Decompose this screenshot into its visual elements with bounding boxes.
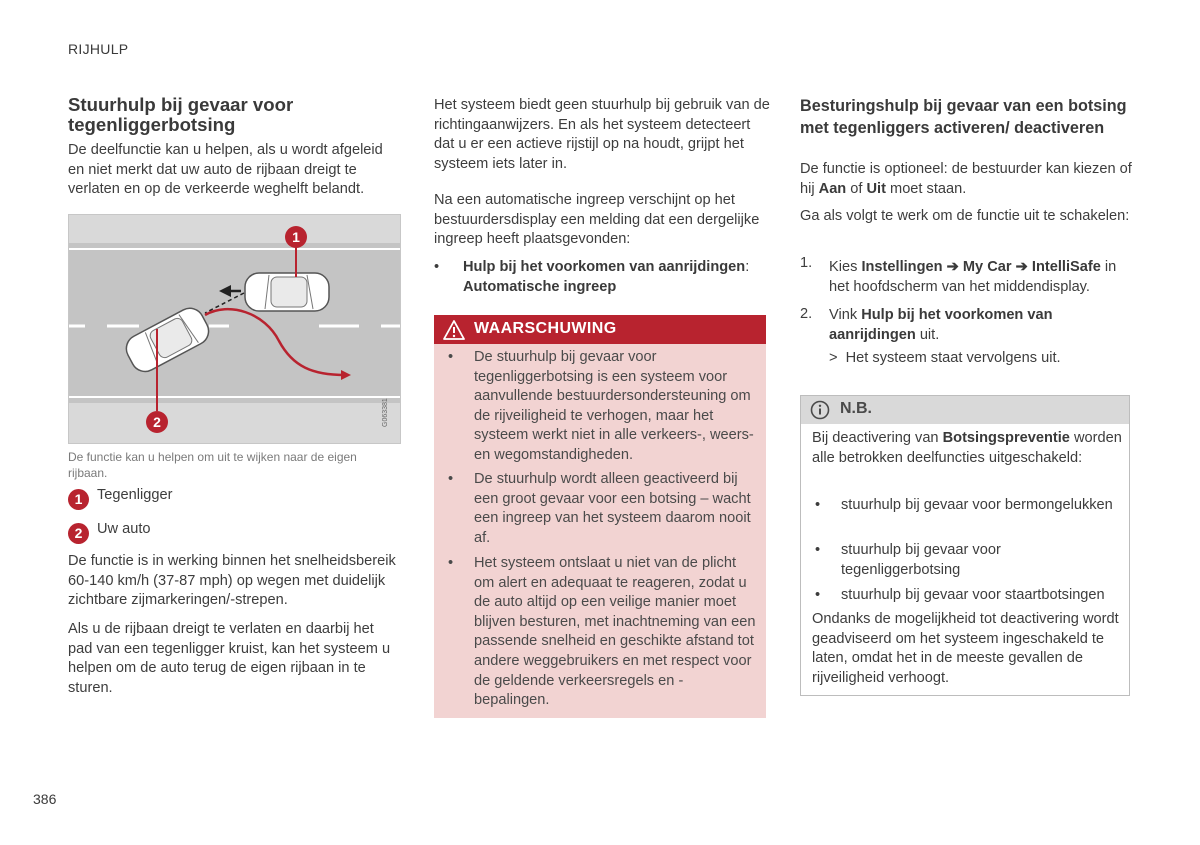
assist-paragraph: Als u de rijbaan dreigt te verlaten en daarbij het pad van een tegenligger kruist, kan het systeem u helpen om de auto terug de eigen rijbaan in te sturen. [68, 621, 391, 696]
speed-range-paragraph: De functie is in werking binnen het snelheidsbereik 60-140 km/h (37-87 mph) op wegen met duidelijk zichtbare zijmarkeringen/-strepen. [68, 553, 396, 609]
bullet: • [448, 349, 454, 365]
legend-label: Uw auto [97, 521, 151, 537]
note-box [800, 395, 1130, 696]
note-list-item: • stuurhulp bij gevaar voor staartbotsingen [841, 586, 1121, 606]
warning-header [434, 315, 766, 344]
indicator-paragraph: Het systeem biedt geen stuurhulp bij gebruik van de richtingaanwijzers. En als het systeem detecteert dat u er een actieve rijstijl op na houdt, grijpt het systeem iets later in. [434, 97, 770, 172]
road-diagram [69, 215, 401, 444]
intro-paragraph: De deelfunctie kan u helpen, als u wordt afgeleid en niet merkt dat uw auto de rijbaan dreigt te verlaten en op de verkeerde weghelft belandt. [68, 142, 383, 198]
bullet: • [448, 555, 454, 571]
note-list-item: • stuurhulp bij gevaar voor tegenliggerbotsing [815, 542, 1001, 578]
step-2-text: Vink Hulp bij het voorkomen van aanrijdingen uit. [829, 307, 1053, 343]
display-message-text: Hulp bij het voorkomen van aanrijdingen: Automatische ingreep [463, 259, 750, 295]
step-result: > Het systeem staat vervolgens uit. [829, 350, 1061, 366]
warning-title: WAARSCHUWING [474, 320, 617, 337]
step-1-text: Kies Instellingen ➔ My Car ➔ IntelliSafe in het hoofdscherm van het middendisplay. [829, 259, 1117, 295]
warning-item: • Het systeem ontslaat u niet van de plicht om alert en adequaat te reageren, zodat u de auto altijd op een veilige manier moet blijven besturen, met inachtneming van een passende snelheid en geschikte afstand tot andere weggebruikers en met respect voor de geldende verkeersregels en -bepalingen. [448, 555, 756, 709]
running-header: RIJHULP [68, 41, 129, 57]
warning-item: • De stuurhulp wordt alleen geactiveerd bij een groot gevaar voor een botsing – wacht een ingreep van het systeem daarom nooit af. [448, 471, 751, 546]
figure-caption: De functie kan u helpen om uit te wijken naar de eigen rijbaan. [68, 450, 357, 480]
activation-title: Besturingshulp bij gevaar van een botsing met tegenliggers activeren/ deactiveren [800, 97, 1127, 137]
legend-number: 2 [68, 523, 89, 544]
warning-item: • De stuurhulp bij gevaar voor tegenliggerbotsing is een systeem voor aanvullende bestuurdersondersteuning om de rijveiligheid te verhogen, maar het systeem werkt niet in alle verkeers-, weers- en wegomstandigheden. [448, 349, 754, 463]
figure-code: G063381 [382, 398, 389, 427]
callout-2: 2 [153, 414, 161, 430]
page-number: 386 [33, 791, 57, 807]
instruction-paragraph: Ga als volgt te werk om de functie uit te schakelen: [800, 208, 1130, 224]
result-arrow: > [829, 350, 846, 366]
message-paragraph: Na een automatische ingreep verschijnt op het bestuurdersdisplay een melding dat een dergelijke ingreep heeft plaatsgevonden: [434, 192, 760, 248]
bullet: • [815, 497, 821, 513]
step-number: 1. [800, 255, 813, 271]
note-advice: Ondanks de mogelijkheid tot deactivering wordt geadviseerd om het systeem ingeschakeld te laten, omdat het in de meeste gevallen de rijveiligheid verhoogt. [812, 611, 1119, 686]
step-number: 2. [800, 306, 813, 322]
road-illustration [68, 214, 401, 444]
bullet: • [448, 471, 454, 487]
legend-item-own-car [68, 523, 398, 545]
section-title: Stuurhulp bij gevaar voor tegenliggerbotsing [68, 94, 294, 135]
optional-paragraph: De functie is optioneel: de bestuurder kan kiezen of hij Aan of Uit moet staan. [800, 161, 1132, 197]
info-icon [810, 400, 830, 420]
note-list-item: • stuurhulp bij gevaar voor bermongelukken [841, 496, 1121, 516]
legend-label: Tegenligger [97, 487, 173, 503]
legend-item-oncoming [68, 489, 398, 511]
bullet: • [434, 259, 440, 275]
callout-1: 1 [292, 229, 300, 245]
note-header [801, 396, 1129, 424]
note-title: N.B. [840, 400, 872, 417]
note-intro: Bij deactivering van Botsingspreventie worden alle betrokken deelfuncties uitgeschakeld: [812, 430, 1122, 466]
warning-triangle-icon [443, 320, 465, 340]
oncoming-car-icon [245, 273, 329, 311]
warning-box [434, 315, 766, 718]
legend-number: 1 [68, 489, 89, 510]
bullet: • [815, 587, 821, 603]
bullet: • [815, 542, 821, 558]
